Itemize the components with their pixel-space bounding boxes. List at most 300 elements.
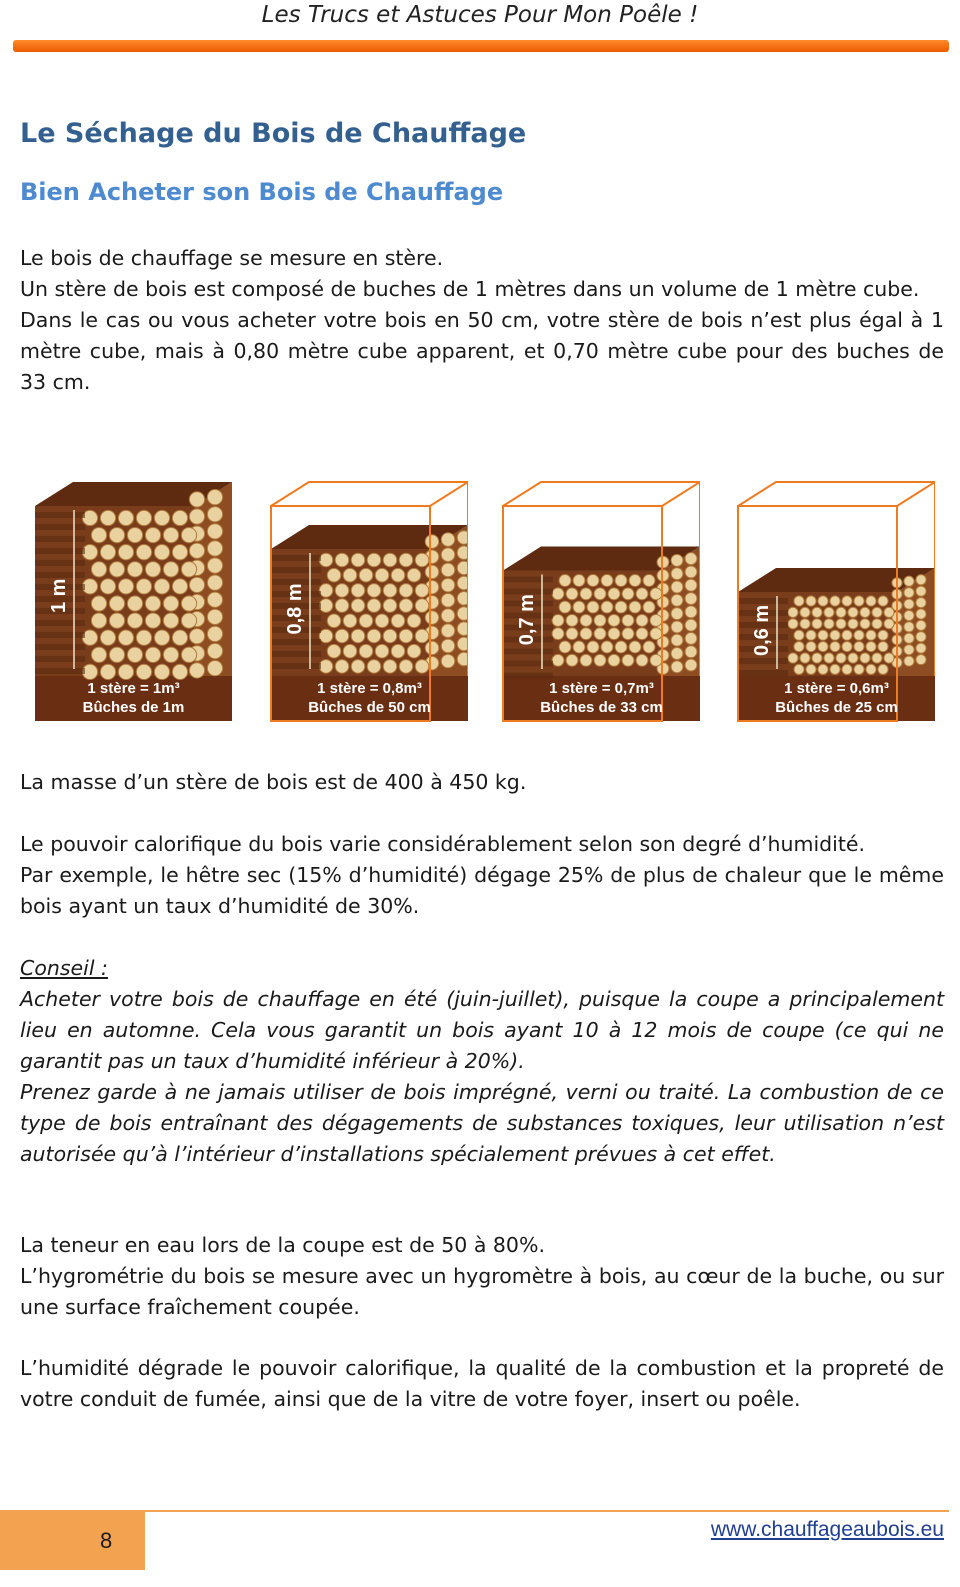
log-end [189, 492, 204, 507]
log-end [671, 648, 683, 660]
log-end [629, 601, 641, 613]
log-end [415, 660, 429, 674]
log-end [650, 628, 662, 640]
log-end [622, 588, 634, 600]
log-end [163, 527, 178, 542]
log-end [109, 647, 124, 662]
log-end [601, 641, 613, 653]
log-end [685, 632, 697, 644]
bark-stripe [35, 524, 85, 530]
log-end [319, 584, 333, 598]
cube-height-label: 1 m [48, 578, 70, 613]
stere-cube-25cm [735, 476, 935, 726]
log-end [818, 630, 828, 640]
log-end [319, 660, 333, 674]
log-end [172, 545, 187, 560]
water-line-2: L’hygrométrie du bois se mesure avec un hygromètre à bois, au cœur de la buche, ou sur une surface fraîchement coupée. [20, 1264, 944, 1319]
log-end [824, 619, 834, 629]
website-link[interactable]: www.chauffageaubois.eu [710, 1518, 944, 1541]
log-end [573, 641, 585, 653]
log-end [136, 510, 151, 525]
log-end [189, 663, 204, 678]
log-end [109, 527, 124, 542]
log-end [359, 568, 373, 582]
log-end [566, 654, 578, 666]
log-end [830, 664, 840, 674]
log-end [818, 642, 828, 652]
log-end [685, 619, 697, 631]
log-end [904, 588, 914, 598]
log-end [109, 596, 124, 611]
bark-stripe [503, 589, 553, 595]
log-end [904, 599, 914, 609]
log-end [383, 629, 397, 643]
page-header-title: Les Trucs et Astuces Pour Mon Poêle ! [261, 2, 699, 28]
log-end [145, 613, 160, 628]
log-end [383, 660, 397, 674]
log-end [794, 642, 804, 652]
log-end [916, 609, 926, 619]
log-end [181, 596, 196, 611]
bark-stripe [35, 668, 85, 674]
log-end [351, 553, 365, 567]
log-end [207, 609, 222, 624]
log-end [806, 664, 816, 674]
log-end [441, 594, 455, 608]
log-end [207, 558, 222, 573]
log-end [441, 563, 455, 577]
log-end [163, 613, 178, 628]
bark-stripe [503, 673, 553, 679]
bark-stripe [738, 598, 788, 604]
log-end [100, 664, 115, 679]
log-end [800, 619, 810, 629]
log-end [425, 641, 439, 655]
log-end [457, 637, 468, 651]
log-end [154, 510, 169, 525]
log-end [818, 596, 828, 606]
water-line-1: La teneur en eau lors de la coupe est de 50 à 80%. [20, 1233, 545, 1257]
bark-stripe [35, 536, 85, 542]
log-end [399, 629, 413, 643]
log-end [181, 527, 196, 542]
log-end [552, 588, 564, 600]
log-end [671, 554, 683, 566]
log-end [145, 596, 160, 611]
log-end [608, 654, 620, 666]
log-end [407, 644, 421, 658]
log-end [136, 579, 151, 594]
log-end [608, 588, 620, 600]
log-end [457, 622, 468, 636]
bark-stripe [35, 512, 85, 518]
log-end [335, 553, 349, 567]
log-end [854, 642, 864, 652]
log-end [685, 606, 697, 618]
log-end [441, 578, 455, 592]
advice-text-1: Acheter votre bois de chauffage en été (juin-juillet), puisque la coupe a principalement lieu en automne. Cela vous garantit un bois ayant 10 à 12 mois de coupe (ce qui ne garantit pas un taux d’humidité inférieur à 20%). [20, 987, 944, 1073]
log-end [154, 545, 169, 560]
log-end [367, 553, 381, 567]
log-end [794, 630, 804, 640]
log-end [587, 575, 599, 587]
log-end [457, 576, 468, 590]
log-end [916, 654, 926, 664]
log-end [836, 653, 846, 663]
log-end [127, 647, 142, 662]
log-end [904, 656, 914, 666]
log-end [375, 614, 389, 628]
cube-length-label: Bûches de 1m [82, 699, 185, 716]
log-end [343, 568, 357, 582]
log-end [351, 584, 365, 598]
log-end [854, 664, 864, 674]
bark-stripe [271, 663, 321, 669]
log-end [812, 653, 822, 663]
log-end [181, 613, 196, 628]
log-end [127, 596, 142, 611]
bark-stripe [271, 651, 321, 657]
log-end [457, 546, 468, 560]
log-end [866, 664, 876, 674]
log-end [327, 614, 341, 628]
log-end [878, 596, 888, 606]
log-end [566, 614, 578, 626]
log-end [860, 653, 870, 663]
bark-stripe [35, 656, 85, 662]
log-end [601, 575, 613, 587]
log-end [794, 664, 804, 674]
log-end [207, 592, 222, 607]
log-end [615, 601, 627, 613]
log-end [830, 630, 840, 640]
cube-length-label: Bûches de 33 cm [540, 699, 663, 716]
log-end [559, 575, 571, 587]
cube-volume-label: 1 stère = 0,8m³ [317, 680, 422, 697]
log-end [916, 575, 926, 585]
log-end [884, 619, 894, 629]
log-end [367, 599, 381, 613]
log-end [573, 575, 585, 587]
log-end [441, 533, 455, 547]
log-end [650, 654, 662, 666]
log-end [580, 628, 592, 640]
log-end [636, 654, 648, 666]
log-end [189, 509, 204, 524]
log-end [391, 568, 405, 582]
log-end [207, 524, 222, 539]
log-end [636, 614, 648, 626]
log-end [872, 607, 882, 617]
cube-frame-top [271, 482, 468, 506]
log-end [622, 614, 634, 626]
log-end [189, 577, 204, 592]
log-end [136, 545, 151, 560]
log-end [622, 628, 634, 640]
sub-heading: Bien Acheter son Bois de Chauffage [20, 178, 504, 206]
cube-volume-label: 1 stère = 1m³ [87, 680, 180, 697]
log-end [399, 584, 413, 598]
log-end [916, 586, 926, 596]
log-end [207, 507, 222, 522]
log-end [866, 596, 876, 606]
log-end [830, 596, 840, 606]
log-end [916, 597, 926, 607]
log-end [118, 545, 133, 560]
log-end [441, 654, 455, 668]
log-end [788, 653, 798, 663]
log-end [441, 609, 455, 623]
bark-stripe [35, 632, 85, 638]
log-end [367, 584, 381, 598]
log-end [818, 664, 828, 674]
log-end [872, 653, 882, 663]
log-end [788, 607, 798, 617]
log-end [854, 596, 864, 606]
log-end [671, 594, 683, 606]
log-end [848, 619, 858, 629]
log-end [800, 653, 810, 663]
log-end [319, 599, 333, 613]
log-end [671, 581, 683, 593]
log-end [172, 630, 187, 645]
log-end [351, 660, 365, 674]
log-end [685, 646, 697, 658]
log-end [145, 647, 160, 662]
humidity-paragraph [20, 1353, 944, 1415]
log-end [636, 628, 648, 640]
log-end [457, 607, 468, 621]
log-end [671, 621, 683, 633]
log-end [383, 553, 397, 567]
log-end [91, 647, 106, 662]
cube-frame-top [738, 482, 935, 506]
bark-stripe [35, 548, 85, 554]
log-end [399, 660, 413, 674]
log-end [181, 647, 196, 662]
log-end [916, 620, 926, 630]
log-end [842, 664, 852, 674]
main-heading: Le Séchage du Bois de Chauffage [20, 118, 527, 149]
log-end [407, 614, 421, 628]
advice-section [20, 953, 944, 1170]
log-end [207, 575, 222, 590]
log-end [367, 629, 381, 643]
log-end [136, 664, 151, 679]
log-end [671, 568, 683, 580]
log-end [91, 527, 106, 542]
log-end [343, 614, 357, 628]
log-end [457, 531, 468, 545]
log-end [573, 601, 585, 613]
log-end [608, 628, 620, 640]
log-end [559, 641, 571, 653]
log-end [594, 628, 606, 640]
log-end [580, 654, 592, 666]
log-end [904, 576, 914, 586]
bark-stripe [35, 560, 85, 566]
log-end [615, 575, 627, 587]
log-end [359, 644, 373, 658]
intro-line-2: Un stère de bois est composé de buches de 1 mètres dans un volume de 1 mètre cube. [20, 277, 920, 301]
log-end [375, 644, 389, 658]
log-end [812, 619, 822, 629]
log-end [91, 562, 106, 577]
log-end [916, 643, 926, 653]
log-end [100, 630, 115, 645]
log-end [842, 630, 852, 640]
log-end [806, 642, 816, 652]
log-end [601, 601, 613, 613]
bark-stripe [35, 572, 85, 578]
log-end [904, 610, 914, 620]
cube-length-label: Bûches de 25 cm [775, 699, 898, 716]
log-end [878, 642, 888, 652]
log-end [812, 607, 822, 617]
log-end [866, 630, 876, 640]
stere-cube-50cm [268, 476, 468, 726]
cube-height-label: 0,6 m [751, 604, 773, 656]
log-end [100, 579, 115, 594]
bark-stripe [271, 639, 321, 645]
bark-stripe [35, 620, 85, 626]
log-end [552, 654, 564, 666]
log-end [457, 592, 468, 606]
log-end [622, 654, 634, 666]
log-end [351, 599, 365, 613]
stere-cube-33cm [500, 476, 700, 726]
log-end [836, 607, 846, 617]
log-end [629, 641, 641, 653]
log-end [91, 613, 106, 628]
mass-paragraph [20, 767, 944, 798]
bark-stripe [503, 661, 553, 667]
bark-stripe [503, 577, 553, 583]
log-end [685, 553, 697, 565]
stere-cube-1m [32, 476, 232, 726]
log-end [608, 614, 620, 626]
log-end [566, 588, 578, 600]
log-end [860, 607, 870, 617]
log-end [916, 632, 926, 642]
log-end [806, 630, 816, 640]
log-end [207, 643, 222, 658]
log-end [399, 553, 413, 567]
log-end [181, 562, 196, 577]
log-end [154, 664, 169, 679]
log-end [643, 575, 655, 587]
log-end [391, 614, 405, 628]
intro-section [20, 243, 944, 398]
log-end [594, 614, 606, 626]
humidity-text: L’humidité dégrade le pouvoir calorifique, la qualité de la combustion et la propreté de votre conduit de fumée, ainsi que de la vitre de votre foyer, insert ou poêle. [20, 1356, 944, 1411]
log-end [788, 619, 798, 629]
log-end [335, 584, 349, 598]
page-number: 8 [100, 1528, 113, 1553]
log-end [594, 654, 606, 666]
log-end [145, 562, 160, 577]
log-end [904, 633, 914, 643]
log-end [580, 588, 592, 600]
log-end [594, 588, 606, 600]
log-end [127, 613, 142, 628]
log-end [319, 553, 333, 567]
log-end [878, 664, 888, 674]
log-end [319, 629, 333, 643]
log-end [327, 644, 341, 658]
log-end [872, 619, 882, 629]
log-end [457, 652, 468, 666]
log-end [425, 565, 439, 579]
log-end [335, 629, 349, 643]
log-end [643, 601, 655, 613]
log-end [399, 599, 413, 613]
log-end [163, 647, 178, 662]
log-end [860, 619, 870, 629]
log-end [848, 653, 858, 663]
log-end [145, 527, 160, 542]
log-end [163, 562, 178, 577]
mass-text: La masse d’un stère de bois est de 400 à 450 kg. [20, 770, 527, 794]
calorific-paragraph [20, 829, 944, 922]
log-end [878, 630, 888, 640]
log-end [671, 608, 683, 620]
log-end [415, 553, 429, 567]
log-end [189, 543, 204, 558]
cube-height-label: 0,7 m [516, 594, 538, 646]
log-end [650, 588, 662, 600]
log-end [685, 593, 697, 605]
water-content-paragraph [20, 1230, 944, 1323]
log-end [415, 584, 429, 598]
bark-stripe [738, 658, 788, 664]
log-end [415, 599, 429, 613]
log-end [118, 579, 133, 594]
log-end [343, 644, 357, 658]
log-end [904, 622, 914, 632]
log-end [629, 575, 641, 587]
bark-stripe [271, 567, 321, 573]
log-end [671, 634, 683, 646]
log-end [559, 601, 571, 613]
log-end [327, 568, 341, 582]
log-end [685, 579, 697, 591]
footer-divider [145, 1510, 949, 1512]
advice-label: Conseil : [20, 956, 108, 980]
log-end [154, 579, 169, 594]
log-end [587, 641, 599, 653]
log-end [441, 639, 455, 653]
log-end [685, 659, 697, 671]
advice-text-2: Prenez garde à ne jamais utiliser de bois imprégné, verni ou traité. La combustion de ce type de bois entraînant des dégagements de substances toxiques, leur utilisation n’est autorisée qu’à l’intérieur d’installations spécialement prévues à cet effet. [20, 1080, 944, 1166]
log-end [91, 596, 106, 611]
log-end [359, 614, 373, 628]
log-end [441, 624, 455, 638]
log-end [100, 510, 115, 525]
log-end [335, 660, 349, 674]
log-end [685, 566, 697, 578]
log-end [636, 588, 648, 600]
log-end [643, 641, 655, 653]
log-end [375, 568, 389, 582]
calorific-line-1: Le pouvoir calorifique du bois varie considérablement selon son degré d’humidité. [20, 832, 866, 856]
log-end [830, 642, 840, 652]
log-end [824, 607, 834, 617]
log-end [154, 630, 169, 645]
log-end [836, 619, 846, 629]
cube-frame-top [503, 482, 700, 506]
log-end [207, 626, 222, 641]
